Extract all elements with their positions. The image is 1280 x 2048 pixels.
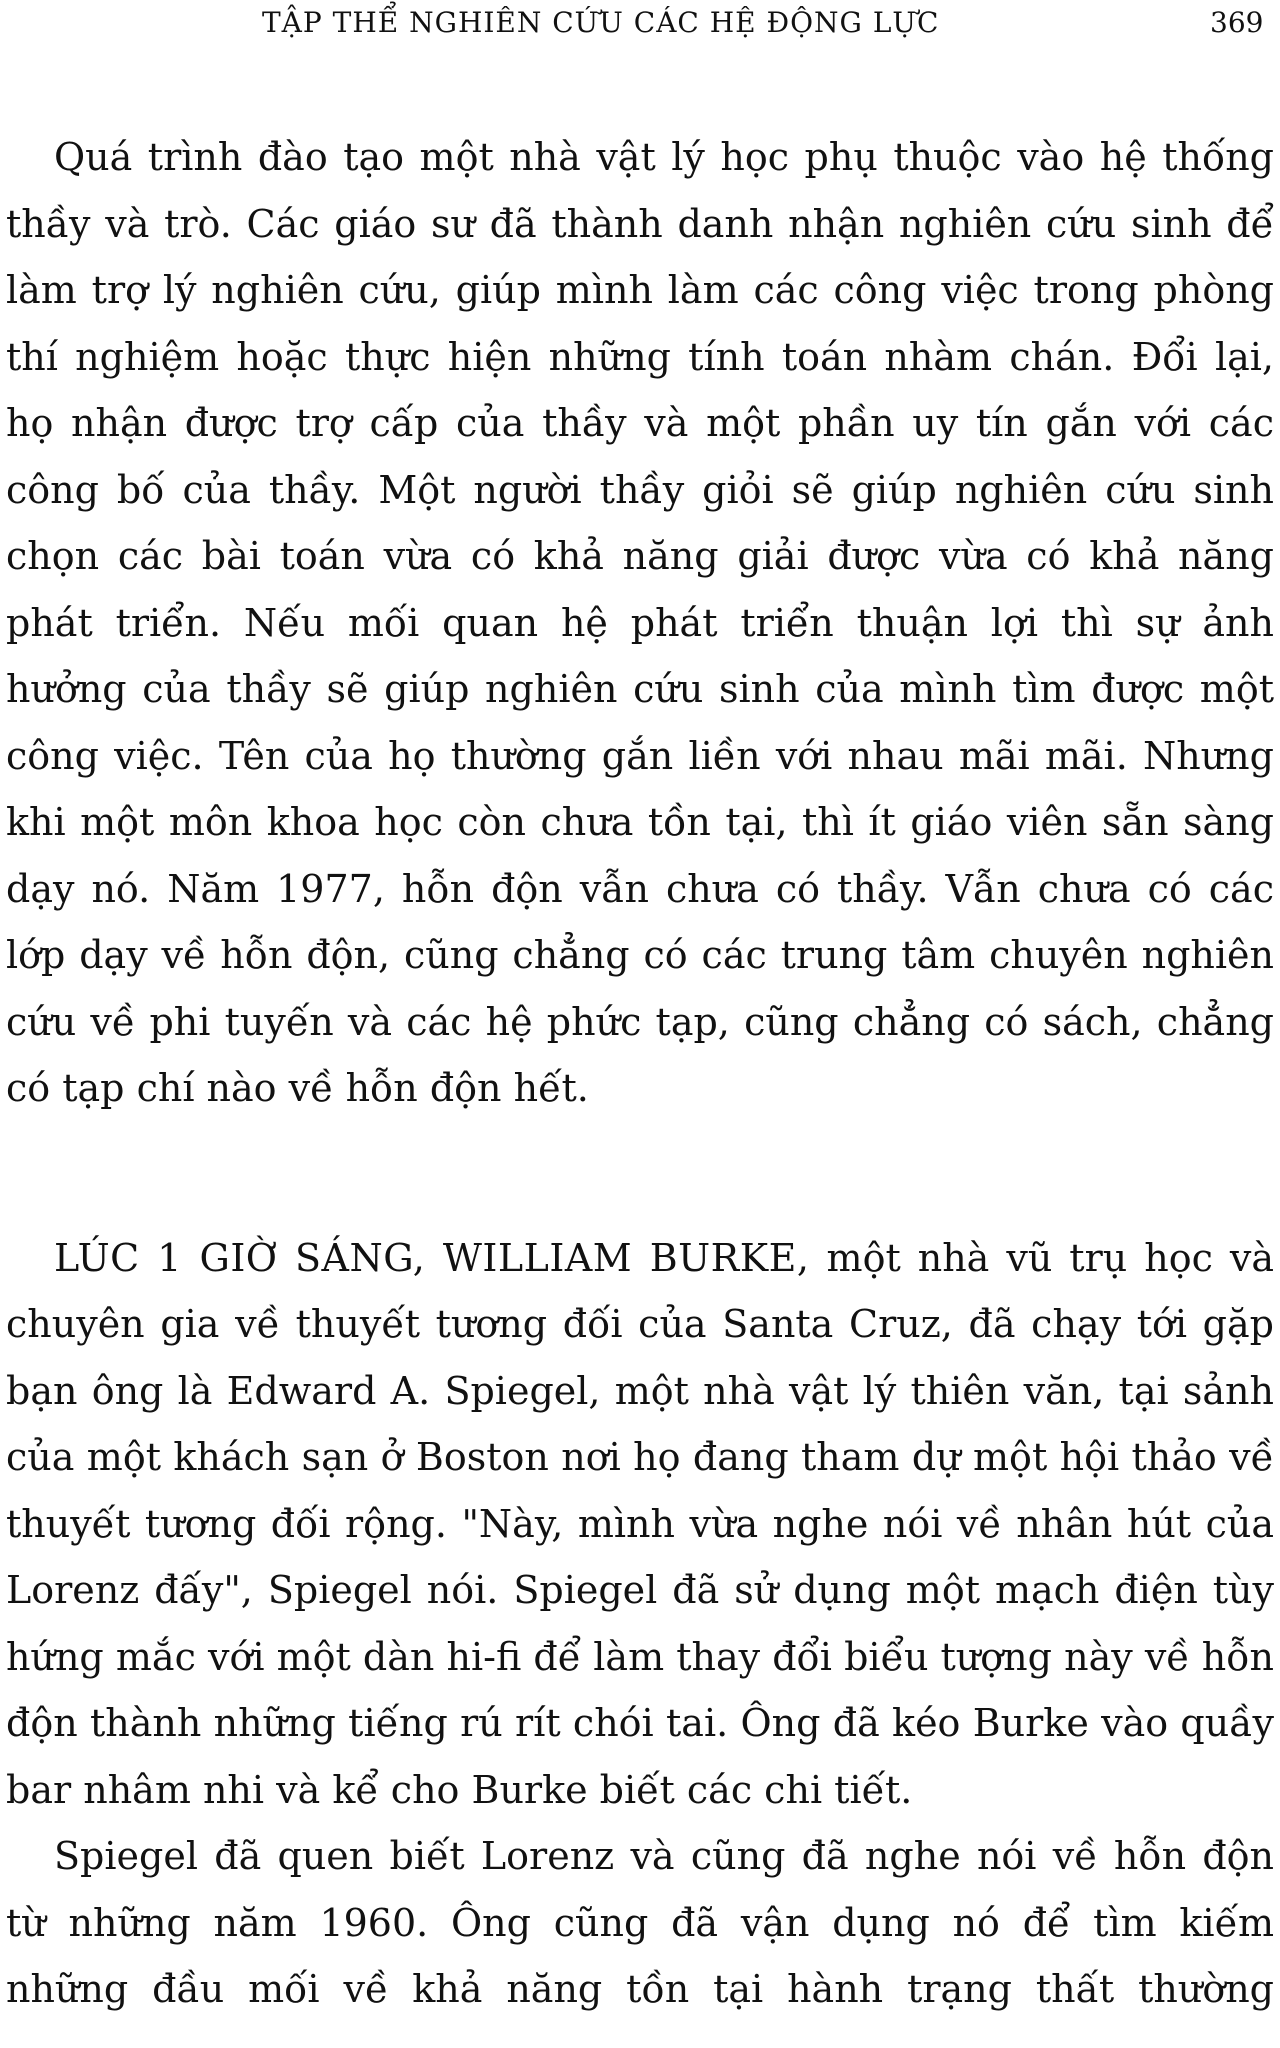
paragraph-text: một nhà vũ trụ học và chuyên gia về thuyết tương đối của Santa Cruz, đã chạy tới gặp bạn ông là Edward A. Spiegel, một nhà vật lý thiên văn, tại sảnh của một khách sạn ở Boston nơi họ đang tham dự một hội thảo về thuyết tương đối rộng. "Này, mình vừa nghe nói về nhân hút của Lorenz đấy", Spiegel nói. Spiegel đã sử dụng một mạch điện tùy hứng mắc với một dàn hi-fi để làm thay đổi biểu tượng này về hỗn độn thành những tiếng rú rít chói tai. Ông đã kéo Burke vào quầy bar nhâm nhi và kể cho Burke biết các chi tiết.: [6, 1235, 1274, 1812]
running-header: [0, 6, 1280, 46]
paragraph-1: [6, 124, 1274, 1122]
body-text: [6, 124, 1274, 2023]
paragraph-text: Spiegel đã quen biết Lorenz và cũng đã nghe nói về hỗn độn từ những năm 1960. Ông cũng đã vận dụng nó để tìm kiếm những đầu mối về khả năng tồn tại hành trạng thất thường: [6, 1834, 1274, 2011]
page-number: 369: [1210, 6, 1264, 39]
paragraph-2: [6, 1225, 1274, 1824]
section-lead-in: LÚC 1 GIỜ SÁNG, WILLIAM BURKE,: [54, 1235, 810, 1280]
paragraph-3: [6, 1823, 1274, 2023]
paragraph-text: Quá trình đào tạo một nhà vật lý học phụ thuộc vào hệ thống thầy và trò. Các giáo sư đã thành danh nhận nghiên cứu sinh để làm trợ lý nghiên cứu, giúp mình làm các công việc trong phòng thí nghiệm hoặc thực hiện những tính toán nhàm chán. Đổi lại, họ nhận được trợ cấp của thầy và một phần uy tín gắn với các công bố của thầy. Một người thầy giỏi sẽ giúp nghiên cứu sinh chọn các bài toán vừa có khả năng giải được vừa có khả năng phát triển. Nếu mối quan hệ phát triển thuận lợi thì sự ảnh hưởng của thầy sẽ giúp nghiên cứu sinh của mình tìm được một công việc. Tên của họ thường gắn liền với nhau mãi mãi. Nhưng khi một môn khoa học còn chưa tồn tại, thì ít giáo viên sẵn sàng dạy nó. Năm 1977, hỗn độn vẫn chưa có thầy. Vẫn chưa có các lớp dạy về hỗn độn, cũng chẳng có các trung tâm chuyên nghiên cứu về phi tuyến và các hệ phức tạp, cũng chẳng có sách, chẳng có tạp chí nào về hỗn độn hết.: [6, 135, 1274, 1110]
chapter-title: TẬP THỂ NGHIÊN CỨU CÁC HỆ ĐỘNG LỰC: [262, 6, 940, 39]
